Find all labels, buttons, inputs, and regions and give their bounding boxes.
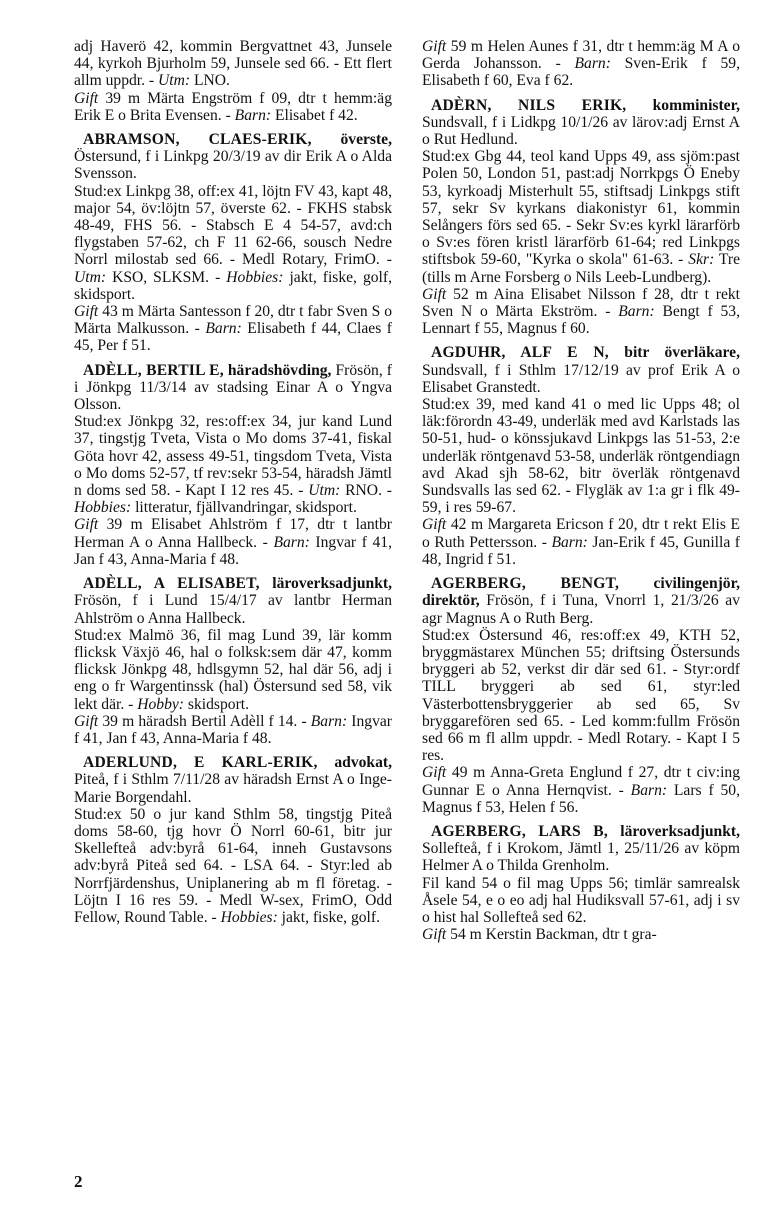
person-name: ADÈLL, BERTIL E,	[83, 361, 224, 379]
entry-paragraph	[422, 764, 740, 816]
entry-text: Stud:ex Jönkpg 32, res:off:ex 34, jur kand Lund 37, tingstjg Tveta, Vista o Mo doms 37-41, fiskal Göta hovr 42, assess 49-51, tingsdom Tveta, Vista o Mo doms 52-57, tf rev:sekr 53-54, häradsh Jämtl n doms sed 58. - Kapt I 12 res 45. -	[74, 413, 392, 500]
entry-paragraph	[74, 627, 392, 713]
person-name: ADERLUND, E KARL-ERIK,	[83, 754, 318, 772]
field-label: Gift	[422, 926, 447, 944]
field-label: Barn:	[630, 781, 668, 799]
entry-text: 39 m häradsh Bertil Adèll f 14. -	[98, 712, 311, 730]
field-label: Gift	[422, 516, 447, 534]
entry-paragraph	[74, 183, 392, 303]
field-label: Barn:	[234, 106, 272, 124]
entry-text: Elisabet f 42.	[271, 106, 358, 124]
entry-text: Stud:ex Gbg 44, teol kand Upps 49, ass sjöm:past Polen 50, London 51, past:adj Norrkpgs Ö Eneby 53, kyrkoadj Misterhult 55, stiftsadj Linkpgs stift 57, sekr Sv kyrkans diakonistyr 61, kommin Selångers förs sed 65. - Sekr Sv:es kyrkl lärarförb o Sv:es fören kristl lärarförb 61-64; red Linkpgs stiftsbok 59-60, "Kyrka o skola" 61-63. -	[422, 148, 740, 269]
entry-text: 42 m Margareta Ericson f 20, dtr t rekt Elis E o Ruth Pettersson. -	[422, 516, 740, 551]
field-label: Barn:	[273, 533, 310, 551]
entry-paragraph	[422, 516, 740, 568]
entry-text: 39 m Märta Engström f 09, dtr t hemm:äg Erik E o Brita Evensen. -	[74, 89, 392, 124]
entry-paragraph-first	[74, 362, 392, 414]
field-label: Barn:	[551, 533, 588, 551]
entry-paragraph-first	[422, 575, 740, 627]
entry-text: Sundsvall, f i Sthlm 17/12/19 av prof Erik A o Elisabet Granstedt.	[422, 361, 740, 396]
entry-paragraph	[422, 148, 740, 286]
entry-text: KSO, SLKSM. -	[106, 268, 227, 286]
entry-paragraph	[422, 627, 740, 765]
person-title: överste,	[311, 131, 392, 149]
entry-text: Stud:ex Linkpg 38, off:ex 41, löjtn FV 43, kapt 48, major 54, öv:löjtn 57, överste 62. - FKHS stabsk 48-49, FHS 56. - Stabsch E 4 54-57, avd:ch flygstaben 57-62, ch F 11 62-66, sousch Nedre Norrl milostab sed 66. - Medl Rotary, FrimO. -	[74, 182, 392, 269]
field-label: Gift	[74, 712, 99, 730]
entry-text: jakt, fiske, golf.	[277, 908, 380, 926]
entry-text: Fil kand 54 o fil mag Upps 56; timlär samrealsk Åsele 54, e o eo adj hal Hudiksvall 57-61, adj i sv o hist hal Sollefteå sed 62.	[422, 874, 740, 926]
entry-text: Piteå, f i Sthlm 7/11/28 av häradsh Ernst A o Inge-Marie Borgendahl.	[74, 771, 392, 806]
entry-text: litteratur, fjällvandringar, skidsport.	[131, 499, 357, 517]
field-label: Gift	[74, 303, 99, 321]
entry-text: Sollefteå, f i Krokom, Jämtl 1, 25/11/26 av köpm Helmer A o Thilda Grenholm.	[422, 840, 740, 875]
field-label: Gift	[74, 89, 99, 107]
directory-entry-agduhr	[422, 344, 740, 568]
entry-paragraph	[74, 413, 392, 516]
person-title: läroverksadjunkt,	[608, 822, 740, 840]
person-title: komminister,	[626, 96, 740, 114]
field-label: Hobbies:	[74, 499, 132, 517]
entry-text: Ingvar f 41, Jan f 43, Anna-Maria f 48.	[74, 712, 392, 747]
field-label: Utm:	[308, 482, 341, 500]
entry-paragraph-first	[74, 754, 392, 806]
directory-entry-adell-bertil	[74, 362, 392, 568]
directory-entry-agerberg-lars	[422, 823, 740, 943]
entry-paragraph	[422, 875, 740, 927]
entry-text: 49 m Anna-Greta Englund f 27, dtr t civ:ing Gunnar E o Anna Hernqvist. -	[422, 764, 740, 799]
entry-paragraph	[74, 806, 392, 926]
person-name: AGERBERG, BENGT,	[431, 575, 620, 593]
entry-text: Frösön, f i Lund 15/4/17 av lantbr Herman Ahlström o Anna Hallbeck.	[74, 592, 392, 627]
entry-paragraph	[422, 396, 740, 516]
entry-text: Tre (tills m Arne Forsberg o Nils Leeb-Lundberg).	[422, 251, 740, 286]
entry-text: RNO. -	[340, 482, 393, 500]
person-name: AGDUHR, ALF E N,	[431, 344, 609, 362]
field-label: Barn:	[618, 303, 655, 321]
entry-paragraph-first	[422, 97, 740, 149]
field-label: Skr:	[688, 251, 715, 269]
entry-paragraph	[74, 303, 392, 355]
entry-text: jakt, fiske, golf, skidsport.	[74, 268, 392, 303]
field-label: Gift	[422, 38, 447, 55]
field-label: Barn:	[310, 712, 348, 730]
field-label: Barn:	[205, 320, 242, 338]
entry-text: Stud:ex 39, med kand 41 o med lic Upps 48; ol läk:förordn 43-49, underläk med avd Karlstads las 50-51, hud- o könssjukavd Linkpgs las 51-53, 2:e underläk röntgenavd 53-58, underläk röntgendiagn avd Akad sjh 58-62, bitr överläk röntgenavd Sundsvalls las sed 62. - Flygläk av 1:a gr i flk 49-59, i res 59-67.	[422, 396, 740, 517]
entry-text: Bengt f 53, Lennart f 55, Magnus f 60.	[422, 303, 740, 338]
entry-text: Sundsvall, f i Lidkpg 10/1/26 av lärov:adj Ernst A o Rut Hedlund.	[422, 113, 740, 149]
entry-text: Stud:ex 50 o jur kand Sthlm 58, tingstjg Piteå doms 58-60, tjg hovr Ö Norrl 60-61, bitr jur Skellefteå adv:byrå 61-64, inneh Gustavsons adv:byrå Piteå sed 64. - LSA 64. - Styr:led ab Norrfjärdenshus, Uniplanering ab m fl företag. - Löjtn I 16 res 59. - Medl W-sex, FrimO, Odd Fellow, Round Table. -	[74, 805, 392, 926]
directory-entry-haveroe-cont	[74, 38, 392, 124]
person-name: ABRAMSON, CLAES-ERIK,	[83, 131, 312, 149]
person-name: ADÈLL, A ELISABET,	[83, 575, 260, 593]
entry-paragraph	[74, 90, 392, 124]
field-label: Gift	[422, 285, 447, 303]
field-label: Gift	[74, 516, 99, 534]
field-label: Barn:	[574, 55, 611, 73]
person-title: bitr överläkare,	[608, 344, 741, 362]
entry-paragraph-first	[74, 131, 392, 183]
entry-text: Stud:ex Östersund 46, res:off:ex 49, KTH 52, bryggmästarex München 55; driftsing Östersunds bryggeri ab 52, verkst dir där sed 61. - Styr:ordf TILL bryggeri ab sed 61, styr:led Västerbottensbryggerier ab sed 65, Sv bryggarefören sed 65. - Led komm:fullm Frösön sed 66 m fl allm uppdr. - Medl Rotary. - Kapt I 5 res.	[422, 626, 740, 765]
person-title: läroverksadjunkt,	[259, 575, 392, 593]
entry-text: Stud:ex Malmö 36, fil mag Lund 39, lär komm flicksk Växjö 46, hal o folksk:sem där 47, komm flicksk Jönkpg 48, hdlsgymn 52, hal där 56, adj i eng o fr Wargentinssk (hal) Östersund sed 58, vik lekt där. -	[74, 626, 392, 713]
field-label: Utm:	[74, 268, 107, 286]
entry-text: Lars f 50, Magnus f 53, Helen f 56.	[422, 781, 740, 816]
person-title: civilingenjör, direktör,	[422, 575, 740, 610]
entry-text: 54 m Kerstin Backman, dtr t gra-	[446, 926, 657, 944]
person-title: advokat,	[317, 754, 392, 772]
right-column	[422, 38, 740, 950]
directory-entry-abramson	[74, 131, 392, 355]
entry-text: Frösön, f i Jönkpg 11/3/14 av stadsing Einar A o Yngva Olsson.	[74, 361, 392, 414]
entry-text: Jan-Erik f 45, Gunilla f 48, Ingrid f 51.	[422, 533, 740, 568]
entry-text: Sven-Erik f 59, Elisabeth f 60, Eva f 62.	[422, 55, 740, 90]
entry-paragraph-first	[422, 344, 740, 396]
directory-entry-adell-elisabet	[74, 575, 392, 747]
entry-text: 52 m Aina Elisabet Nilsson f 28, dtr t rekt Sven N o Märta Ekström. -	[422, 285, 740, 321]
entry-text: 39 m Elisabet Ahlström f 17, dtr t lantbr Herman A o Anna Hallbeck. -	[74, 516, 392, 551]
field-label: Gift	[422, 764, 447, 782]
left-column	[74, 38, 392, 933]
directory-entry-agerberg-bengt	[422, 575, 740, 816]
entry-paragraph	[74, 516, 392, 568]
directory-entry-adern	[422, 97, 740, 338]
entry-paragraph-first	[422, 823, 740, 875]
person-name: ADÈRN, NILS ERIK,	[431, 96, 627, 114]
field-label: Hobby:	[137, 695, 185, 713]
directory-entry-aderlund	[74, 754, 392, 926]
field-label: Hobbies:	[226, 268, 284, 286]
entry-paragraph-first	[74, 575, 392, 627]
entry-text: skidsport.	[184, 695, 249, 713]
entry-text: Ingvar f 41, Jan f 43, Anna-Maria f 48.	[74, 533, 392, 568]
directory-entry-haveroe-gift-cont	[422, 38, 740, 90]
entry-paragraph	[74, 713, 392, 747]
entry-text: Frösön, f i Tuna, Vnorrl 1, 21/3/26 av agr Magnus A o Ruth Berg.	[422, 592, 740, 627]
entry-text: Elisabeth f 44, Claes f 45, Per f 51.	[74, 320, 392, 355]
page-number: 2	[74, 1172, 83, 1191]
field-label: Hobbies:	[220, 908, 278, 926]
entry-paragraph-first	[422, 38, 740, 90]
entry-text: Östersund, f i Linkpg 20/3/19 av dir Erik A o Alda Svensson.	[74, 148, 392, 183]
entry-paragraph	[422, 926, 740, 943]
entry-text: 59 m Helen Aunes f 31, dtr t hemm:äg M A o Gerda Johansson. -	[422, 38, 740, 73]
entry-paragraph-first	[74, 38, 392, 90]
entry-text: LNO.	[190, 72, 230, 90]
entry-text: adj Haverö 42, kommin Bergvattnet 43, Junsele 44, kyrkoh Bjurholm 59, Junsele sed 66. - Ett flert allm uppdr. -	[74, 38, 392, 90]
entry-text: 43 m Märta Santesson f 20, dtr t fabr Sven S o Märta Malkusson. -	[74, 303, 392, 338]
person-name: AGERBERG, LARS B,	[431, 822, 608, 840]
field-label: Utm:	[158, 72, 191, 90]
person-title: häradshövding,	[223, 361, 332, 379]
entry-paragraph	[422, 286, 740, 338]
